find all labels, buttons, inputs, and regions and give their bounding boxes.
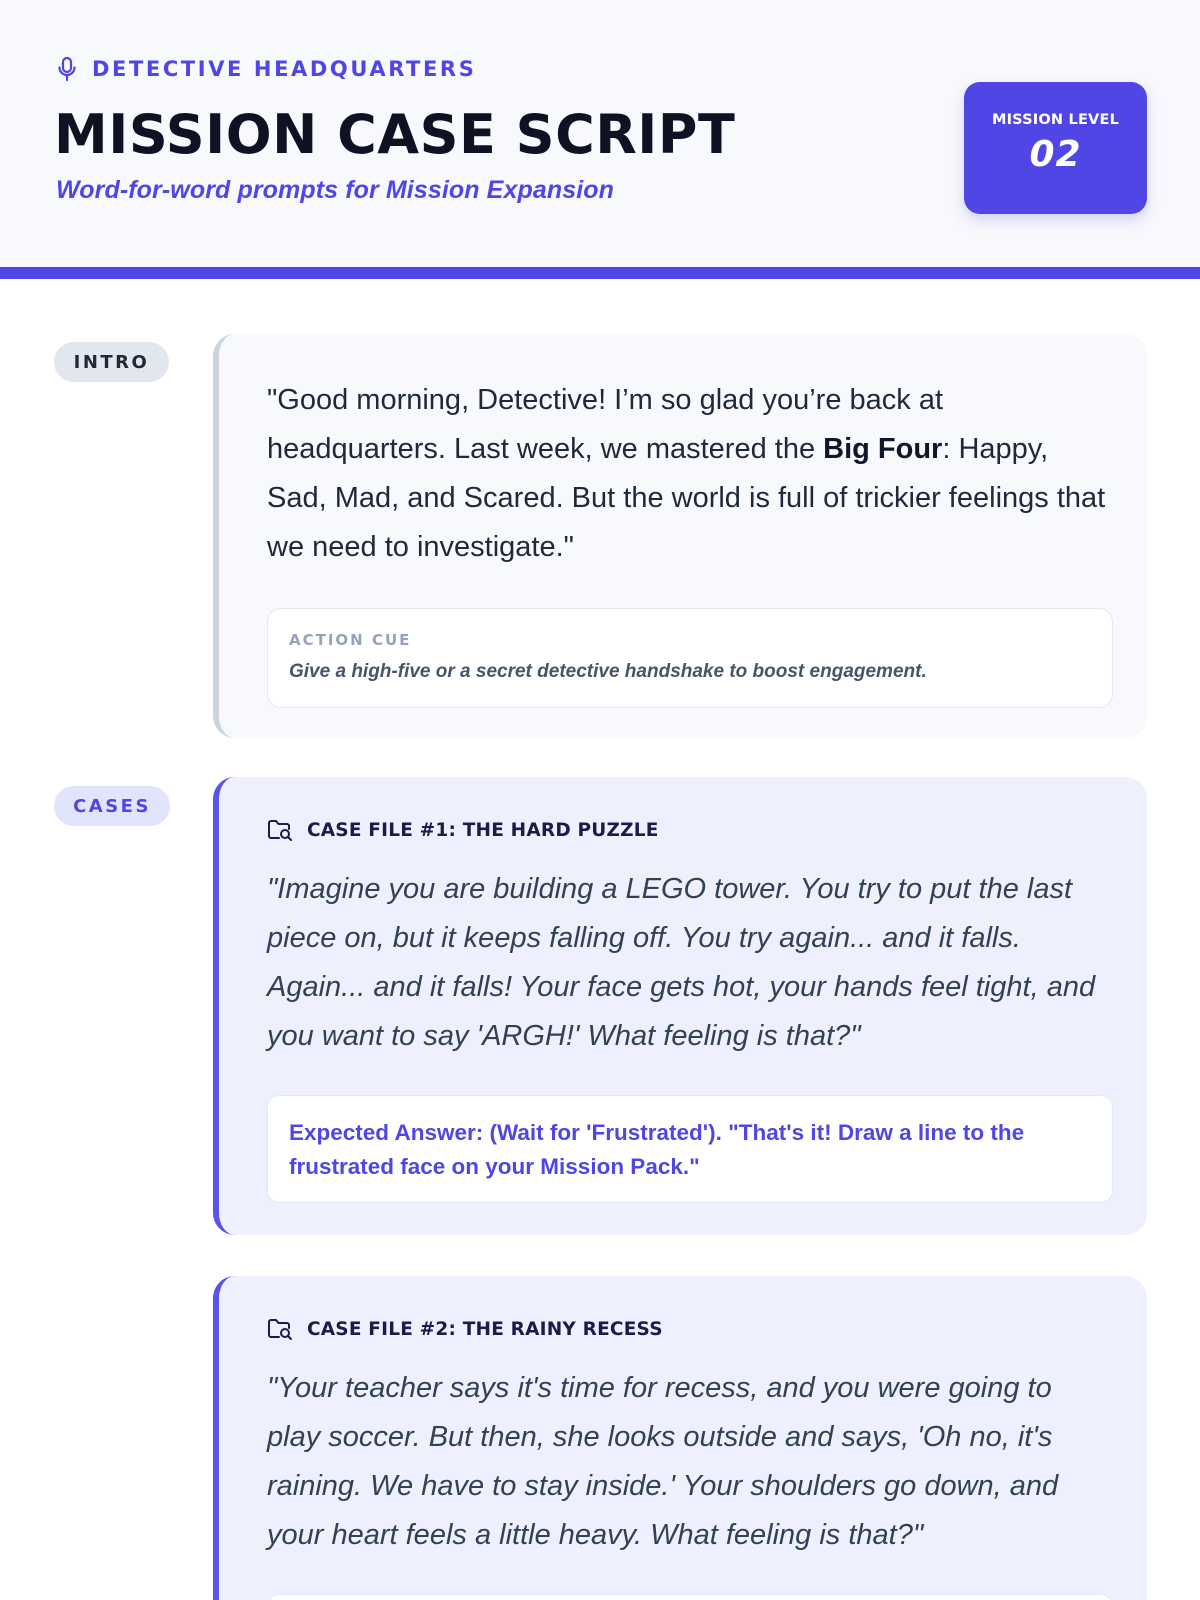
intro-script bbox=[267, 376, 1107, 572]
expected-answer: Expected Answer: (Wait for 'Frustrated'). "That's it! Draw a line to the frustrated face on your Mission Pack." bbox=[267, 1095, 1113, 1203]
mission-level-value: 02 bbox=[1029, 134, 1082, 175]
page-subtitle: Word-for-word prompts for Mission Expansion bbox=[56, 176, 614, 204]
folder-search-icon bbox=[267, 818, 293, 842]
mission-level-label: MISSION LEVEL bbox=[991, 112, 1120, 128]
eyebrow bbox=[56, 56, 476, 82]
case-card bbox=[213, 1276, 1147, 1600]
intro-card bbox=[213, 334, 1147, 738]
mission-level-badge bbox=[964, 82, 1147, 214]
case-title: CASE FILE #1: THE HARD PUZZLE bbox=[307, 819, 659, 841]
header-divider bbox=[0, 267, 1200, 279]
section-tag-cases: CASES bbox=[54, 786, 170, 826]
case-title: CASE FILE #2: THE RAINY RECESS bbox=[307, 1318, 663, 1340]
microphone-icon bbox=[56, 56, 78, 82]
folder-search-icon bbox=[267, 1317, 293, 1341]
case-quote: "Your teacher says it's time for recess, and you were going to play soccer. But then, she looks outside and says, 'Oh no, it's raining. We have to stay inside.' Your shoulders go down, and your heart feels a little heavy. What feeling is that?" bbox=[267, 1372, 1059, 1551]
expected-answer bbox=[267, 1594, 1113, 1600]
intro-text-bold: Big Four bbox=[823, 433, 943, 465]
page-title: MISSION CASE SCRIPT bbox=[54, 103, 736, 166]
page-header bbox=[0, 0, 1200, 268]
intro-text-before: "Good morning, Detective! I’m so glad you’re back at headquarters. Last week, we mastered the bbox=[267, 384, 944, 465]
case-card bbox=[213, 777, 1147, 1235]
case-header bbox=[267, 817, 1107, 843]
action-cue-text: Give a high-five or a secret detective handshake to boost engagement. bbox=[289, 661, 927, 682]
case-header bbox=[267, 1316, 1107, 1342]
eyebrow-label: DETECTIVE HEADQUARTERS bbox=[92, 57, 477, 81]
action-cue-box bbox=[267, 608, 1113, 708]
intro-text-after: : Happy, Sad, Mad, and Scared. But the world is full of trickier feelings that we need to investigate." bbox=[267, 433, 1106, 563]
action-cue-label: ACTION CUE bbox=[289, 631, 412, 649]
case-quote: "Imagine you are building a LEGO tower. You try to put the last piece on, but it keeps falling off. You try again... and it falls. Again... and it falls! Your face gets hot, your hands feel tight, and you want to say 'ARGH!' What feeling is that?" bbox=[267, 873, 1096, 1052]
section-tag-intro: INTRO bbox=[54, 342, 169, 382]
